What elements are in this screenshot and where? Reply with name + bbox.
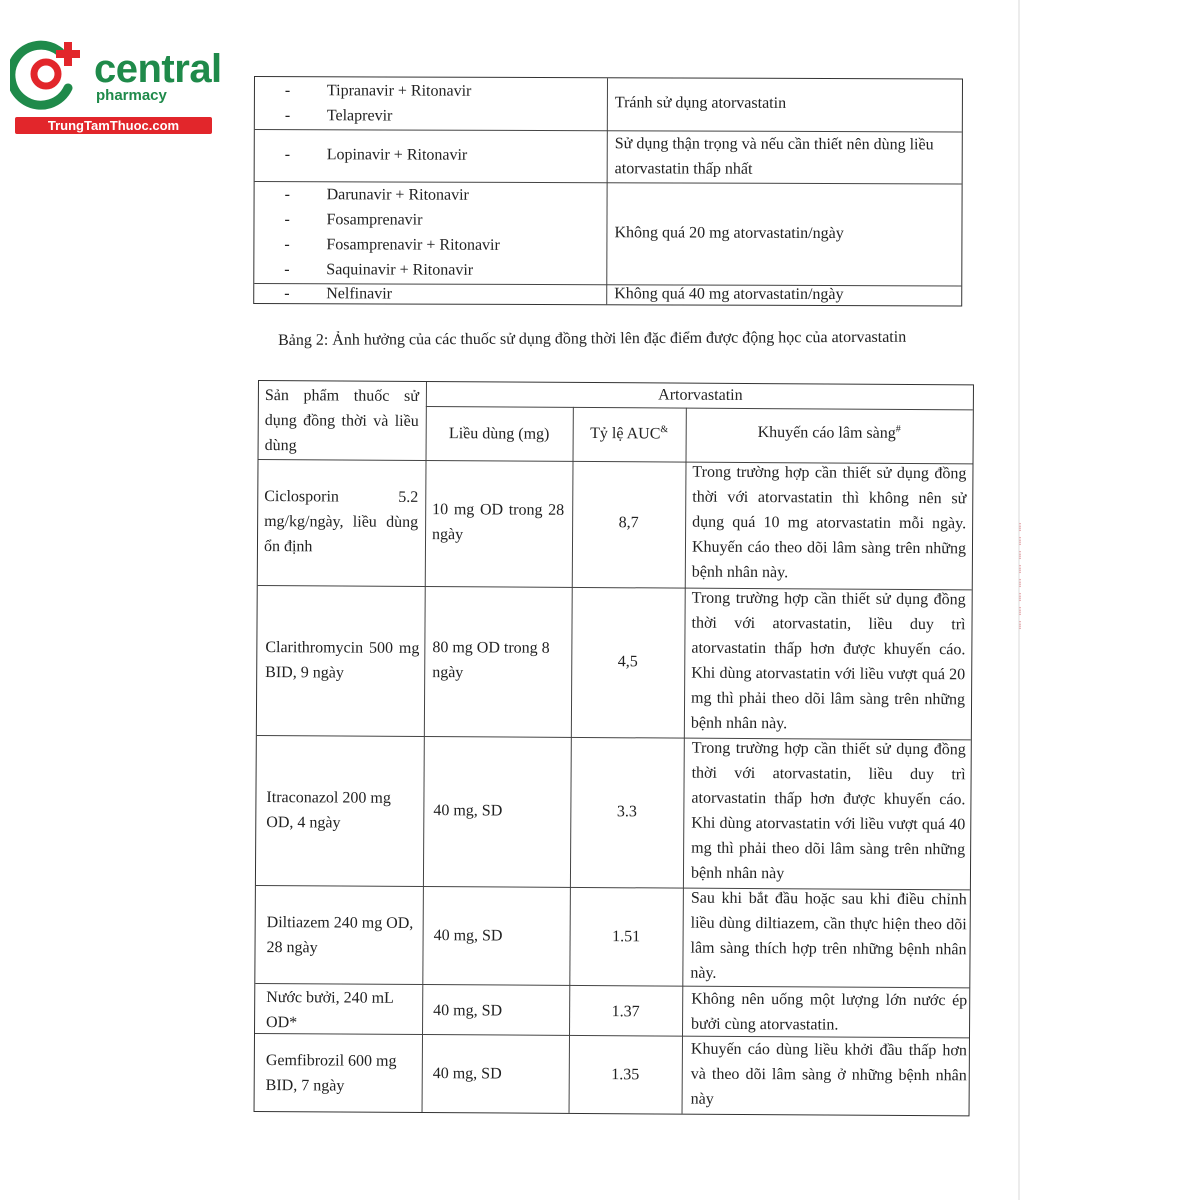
advice-cell: Trong trường hợp cần thiết sử dụng đồng thời với atorvastatin, liều duy trì atorvastatin thấp hơn được khuyến cáo. Khi dùng atorvastatin với liều vượt quá 20 mg thì phải theo dõi lâm sàng trên những bệnh nhân này. — [690, 589, 966, 733]
logo-subtitle: pharmacy — [96, 87, 167, 104]
table-row — [254, 181, 961, 286]
header-product: Sản phẩm thuốc sử dụng đồng thời và liều dùng — [264, 387, 419, 455]
product-cell: Gemfibrozil 600 mg BID, 7 ngày — [265, 1052, 397, 1095]
table-row — [255, 129, 962, 184]
drug-item: - Lopinavir + Ritonavir — [284, 146, 468, 164]
advice-cell: Khuyến cáo dùng liều khởi đầu thấp hơn và theo dõi lâm sàng ở những bệnh nhân này — [690, 1040, 967, 1108]
auc-cell: 1.35 — [611, 1066, 640, 1084]
stamp-fragment: ⁞ ⁞ ⁞ ⁞ ⁞ ⁞ ⁞ ⁞ — [1018, 520, 1022, 632]
header-atorvastatin: Artorvastatin — [658, 386, 743, 404]
header-dose: Liều dùng (mg) — [448, 425, 550, 443]
recommendation-cell: Sử dụng thận trọng và nếu cần thiết nên dùng liều atorvastatin thấp nhất — [614, 135, 934, 178]
table-row — [254, 283, 961, 305]
dose-cell: 10 mg OD trong 28 ngày — [432, 501, 565, 544]
drug-item: - Fosamprenavir — [284, 211, 423, 229]
product-cell: Diltiazem 240 mg OD, 28 ngày — [266, 914, 414, 957]
auc-cell: 1.51 — [612, 928, 641, 946]
drug-item: - Telaprevir — [284, 107, 393, 125]
product-cell: Clarithromycin 500 mg BID, 9 ngày — [265, 639, 420, 682]
table-row — [255, 77, 962, 132]
product-cell: Itraconazol 200 mg OD, 4 ngày — [266, 789, 391, 832]
auc-cell: 4,5 — [617, 653, 638, 671]
dose-cell: 80 mg OD trong 8 ngày — [432, 639, 550, 682]
product-cell: Nước bưởi, 240 mL OD* — [266, 989, 394, 1032]
advice-cell: Trong trường hợp cần thiết sử dụng đồng thời với atorvastatin, liều duy trì atorvastatin thấp hơn được khuyến cáo. Khi dùng atorvastatin với liều vượt quá 40 mg thì phải theo dõi lâm sàng trên những bệnh nhân này — [690, 739, 966, 883]
recommendation-cell: Không quá 40 mg atorvastatin/ngày — [614, 285, 844, 304]
dose-cell: 40 mg, SD — [433, 1002, 503, 1020]
dose-cell: 40 mg, SD — [433, 802, 503, 820]
product-cell: Ciclosporin 5.2 mg/kg/ngày, liều dùng ổn định — [263, 488, 419, 556]
logo-website: TrungTamThuoc.com — [15, 117, 212, 134]
drug-item: - Darunavir + Ritonavir — [284, 186, 469, 204]
logo-name: central — [94, 47, 222, 91]
advice-cell: Không nên uống một lượng lớn nước ép bưởi cùng atorvastatin. — [691, 990, 968, 1034]
dose-cell: 40 mg, SD — [432, 1065, 502, 1083]
dose-cell: 40 mg, SD — [433, 927, 503, 945]
auc-cell: 1.37 — [611, 1003, 640, 1021]
interaction-table-2 — [254, 380, 974, 1116]
column-divider — [422, 382, 427, 1112]
interaction-table-1 — [253, 76, 963, 306]
auc-cell: 8,7 — [618, 514, 639, 532]
drug-item: - Fosamprenavir + Ritonavir — [284, 236, 500, 254]
logo-mark-icon — [10, 38, 92, 116]
header-advice: Khuyến cáo lâm sàng# — [757, 423, 901, 442]
drug-item: - Nelfinavir — [284, 285, 393, 303]
drug-item: - Saquinavir + Ritonavir — [284, 261, 474, 279]
advice-cell: Trong trường hợp cần thiết sử dụng đồng thời với atorvastatin thì không nên sử dụng quá 10 mg atorvastatin mỗi ngày. Khuyến cáo theo dõi lâm sàng trên những bệnh nhân này. — [691, 463, 967, 582]
recommendation-cell: Không quá 20 mg atorvastatin/ngày — [614, 224, 844, 243]
auc-cell: 3.3 — [616, 803, 637, 821]
table-2-caption: Bảng 2: Ảnh hưởng của các thuốc sử dụng đồng thời lên đặc điểm được động học của atorvastatin — [278, 328, 907, 349]
central-pharmacy-logo — [10, 38, 222, 138]
header-auc: Tỷ lệ AUC& — [590, 424, 669, 443]
drug-item: - Tipranavir + Ritonavir — [284, 82, 472, 100]
recommendation-cell: Tránh sử dụng atorvastatin — [614, 94, 787, 112]
advice-cell: Sau khi bắt đầu hoặc sau khi điều chỉnh liều dùng diltiazem, cần thực hiện theo dõi lâm sàng thích hợp trên những bệnh nhân này. — [690, 889, 967, 982]
